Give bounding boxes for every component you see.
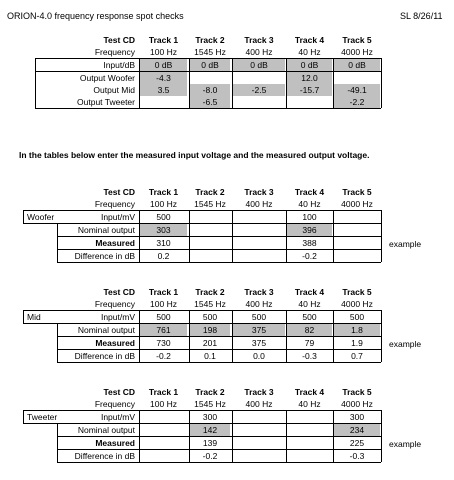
frequency-header: 400 Hz	[245, 299, 273, 309]
track-header: Track 1	[148, 287, 179, 297]
input-mv-cell	[140, 411, 187, 423]
track-header: Track 4	[294, 287, 325, 297]
track-header: Track 2	[195, 35, 225, 45]
difference-label: Difference in dB	[74, 451, 135, 461]
measured-cell: 225	[349, 438, 365, 448]
output-value-cell: 3.5	[140, 84, 187, 96]
output-value-cell	[233, 72, 285, 84]
frequency-header: 40 Hz	[298, 299, 321, 309]
input-mv-label: Input/mV	[100, 412, 135, 422]
difference-label: Difference in dB	[74, 351, 135, 361]
input-db-cell: 0 dB	[334, 59, 380, 71]
output-value-cell: -2.5	[233, 84, 285, 96]
frequency-header: 40 Hz	[298, 47, 321, 57]
difference-cell: -0.3	[349, 451, 365, 461]
measured-cell	[233, 237, 285, 249]
table-rule	[57, 423, 58, 462]
table-rule	[23, 223, 381, 224]
track-header: Track 1	[148, 187, 179, 197]
table-rule	[333, 410, 334, 462]
table-rule	[333, 210, 334, 262]
table-rule	[23, 423, 381, 424]
nominal-output-cell: 198	[190, 324, 230, 336]
output-value-cell: -4.3	[140, 72, 187, 84]
difference-cell: 0.0	[253, 351, 265, 361]
nominal-output-cell	[287, 424, 332, 436]
output-row-label: Output Tweeter	[77, 97, 135, 107]
table-rule	[381, 210, 382, 262]
table-rule	[23, 210, 381, 211]
measured-cell: 201	[202, 338, 218, 348]
difference-cell	[233, 450, 285, 462]
input-mv-cell: 300	[349, 412, 365, 422]
nominal-output-cell: 234	[334, 424, 380, 436]
frequency-header: 100 Hz	[150, 399, 177, 409]
track-header: Track 4	[294, 35, 325, 45]
nominal-output-label: Nominal output	[77, 425, 135, 435]
difference-cell	[233, 250, 285, 262]
frequency-header: 400 Hz	[245, 399, 273, 409]
track-header: Track 1	[148, 387, 179, 397]
output-value-cell	[334, 72, 380, 84]
input-mv-cell	[334, 211, 380, 223]
author-date-stamp: SL 8/26/11	[400, 11, 443, 21]
table-rule	[139, 58, 140, 108]
table-rule	[189, 210, 190, 262]
track-header: Track 3	[244, 387, 274, 397]
table-rule	[57, 223, 58, 262]
table-rule	[333, 310, 334, 362]
example-note: example	[389, 239, 422, 249]
table-rule	[232, 410, 233, 462]
test-cd-label: Test CD	[103, 187, 135, 197]
frequency-header: 100 Hz	[150, 299, 177, 309]
measured-cell: 310	[156, 238, 171, 248]
nominal-output-cell: 142	[190, 424, 230, 436]
output-value-cell	[140, 96, 187, 108]
output-value-cell: 12.0	[287, 72, 332, 84]
example-note: example	[389, 439, 422, 449]
table-rule	[189, 410, 190, 462]
frequency-header: 100 Hz	[150, 47, 177, 57]
difference-cell: -0.2	[302, 251, 317, 261]
table-rule	[57, 323, 58, 362]
output-value-cell: -15.7	[287, 84, 332, 96]
table-rule	[286, 210, 287, 262]
track-header: Track 2	[195, 387, 225, 397]
track-header: Track 5	[342, 387, 372, 397]
output-row-label: Output Mid	[93, 85, 135, 95]
input-mv-cell	[233, 411, 285, 423]
nominal-output-cell: 396	[287, 224, 332, 236]
output-value-cell	[233, 96, 285, 108]
driver-name: Tweeter	[27, 412, 58, 422]
difference-label: Difference in dB	[74, 251, 135, 261]
nominal-output-cell	[334, 224, 380, 236]
instructions-text: In the tables below enter the measured input voltage and the measured output voltage.	[19, 150, 370, 160]
input-db-cell: 0 dB	[140, 59, 187, 71]
nominal-output-cell: 1.8	[334, 324, 380, 336]
table-rule	[57, 362, 381, 363]
nominal-output-cell: 375	[233, 324, 285, 336]
table-rule	[35, 58, 381, 59]
output-value-cell: -8.0	[190, 84, 230, 96]
table-rule	[23, 410, 381, 411]
table-rule	[139, 410, 140, 462]
table-rule	[286, 310, 287, 362]
output-value-cell: -2.2	[334, 96, 380, 108]
difference-cell: -0.3	[302, 351, 317, 361]
measured-cell	[287, 437, 332, 449]
frequency-header: 1545 Hz	[194, 47, 226, 57]
frequency-header: 400 Hz	[245, 199, 273, 209]
output-value-cell	[287, 96, 332, 108]
difference-cell	[287, 450, 332, 462]
difference-cell: -0.2	[202, 451, 218, 461]
test-cd-label: Test CD	[103, 35, 135, 45]
input-mv-cell: 300	[202, 412, 218, 422]
frequency-header: 100 Hz	[150, 199, 177, 209]
frequency-label: Frequency	[94, 399, 135, 409]
measured-cell	[190, 237, 230, 249]
table-rule	[381, 310, 382, 362]
frequency-header: 4000 Hz	[341, 399, 373, 409]
input-mv-cell: 500	[156, 212, 171, 222]
input-mv-cell: 500	[302, 312, 317, 322]
measured-cell: 730	[156, 338, 171, 348]
measured-cell	[140, 437, 187, 449]
track-header: Track 2	[195, 187, 225, 197]
table-rule	[23, 410, 24, 423]
test-cd-label: Test CD	[103, 287, 135, 297]
measured-label: Measured	[95, 438, 135, 448]
table-rule	[23, 310, 24, 323]
driver-name: Mid	[27, 312, 41, 322]
output-value-cell: -49.1	[334, 84, 380, 96]
page-title: ORION-4.0 frequency response spot checks	[7, 11, 184, 21]
difference-cell: -0.2	[156, 351, 171, 361]
table-rule	[286, 410, 287, 462]
table-rule	[23, 210, 24, 223]
difference-cell	[334, 250, 380, 262]
frequency-header: 400 Hz	[245, 47, 273, 57]
difference-cell	[190, 250, 230, 262]
difference-cell: 0.2	[157, 251, 170, 261]
table-rule	[232, 310, 233, 362]
nominal-output-cell	[190, 224, 230, 236]
output-value-cell	[190, 72, 230, 84]
frequency-label: Frequency	[94, 199, 135, 209]
input-db-cell: 0 dB	[190, 59, 230, 71]
output-row-label: Output Woofer	[79, 73, 135, 83]
table-rule	[139, 210, 140, 262]
track-header: Track 1	[148, 35, 179, 45]
table-rule	[57, 462, 381, 463]
table-rule	[232, 210, 233, 262]
table-rule	[23, 310, 381, 311]
frequency-label: Frequency	[94, 47, 135, 57]
track-header: Track 4	[294, 187, 325, 197]
frequency-header: 4000 Hz	[341, 47, 373, 57]
nominal-output-label: Nominal output	[77, 225, 135, 235]
track-header: Track 5	[342, 35, 372, 45]
nominal-output-label: Nominal output	[77, 325, 135, 335]
table-rule	[23, 323, 381, 324]
frequency-header: 4000 Hz	[341, 299, 373, 309]
table-rule	[35, 71, 381, 72]
frequency-header: 4000 Hz	[341, 199, 373, 209]
input-mv-cell: 500	[349, 312, 365, 322]
input-mv-label: Input/mV	[100, 312, 135, 322]
measured-cell: 1.9	[351, 338, 363, 348]
test-cd-label: Test CD	[103, 387, 135, 397]
input-mv-cell	[190, 211, 230, 223]
input-mv-cell	[233, 211, 285, 223]
input-db-cell: 0 dB	[287, 59, 332, 71]
table-rule	[189, 58, 190, 108]
track-header: Track 3	[244, 187, 274, 197]
driver-name: Woofer	[27, 212, 55, 222]
measured-label: Measured	[95, 338, 135, 348]
frequency-header: 1545 Hz	[194, 299, 226, 309]
frequency-label: Frequency	[94, 299, 135, 309]
difference-cell: 0.1	[204, 351, 216, 361]
track-header: Track 2	[195, 287, 225, 297]
table-rule	[286, 58, 287, 108]
example-note: example	[389, 339, 422, 349]
track-header: Track 5	[342, 287, 372, 297]
difference-cell: 0.7	[351, 351, 363, 361]
nominal-output-cell: 761	[140, 324, 187, 336]
table-rule	[35, 58, 36, 108]
track-header: Track 3	[244, 287, 274, 297]
input-mv-cell: 500	[202, 312, 218, 322]
table-rule	[189, 310, 190, 362]
input-db-label: Input/dB	[103, 60, 135, 70]
difference-cell	[140, 450, 187, 462]
input-mv-label: Input/mV	[100, 212, 135, 222]
measured-cell: 375	[251, 338, 267, 348]
nominal-output-cell: 303	[140, 224, 187, 236]
input-mv-cell: 100	[302, 212, 317, 222]
table-rule	[381, 410, 382, 462]
nominal-output-cell: 82	[287, 324, 332, 336]
measured-cell	[334, 237, 380, 249]
table-rule	[381, 58, 382, 108]
measured-label: Measured	[95, 238, 135, 248]
measured-cell	[233, 437, 285, 449]
nominal-output-cell	[233, 224, 285, 236]
table-rule	[333, 58, 334, 108]
nominal-output-cell	[140, 424, 187, 436]
measured-cell: 388	[302, 238, 317, 248]
table-rule	[232, 58, 233, 108]
frequency-header: 40 Hz	[298, 399, 321, 409]
frequency-header: 40 Hz	[298, 199, 321, 209]
frequency-header: 1545 Hz	[194, 399, 226, 409]
table-rule	[57, 262, 381, 263]
input-mv-cell: 500	[251, 312, 267, 322]
output-value-cell: -6.5	[190, 96, 230, 108]
table-rule	[35, 108, 381, 109]
input-mv-cell: 500	[156, 312, 171, 322]
track-header: Track 3	[244, 35, 274, 45]
input-mv-cell	[287, 411, 332, 423]
measured-cell: 139	[202, 438, 218, 448]
table-rule	[139, 310, 140, 362]
track-header: Track 5	[342, 187, 372, 197]
frequency-header: 1545 Hz	[194, 199, 226, 209]
nominal-output-cell	[233, 424, 285, 436]
measured-cell: 79	[304, 338, 315, 348]
input-db-cell: 0 dB	[233, 59, 285, 71]
track-header: Track 4	[294, 387, 325, 397]
